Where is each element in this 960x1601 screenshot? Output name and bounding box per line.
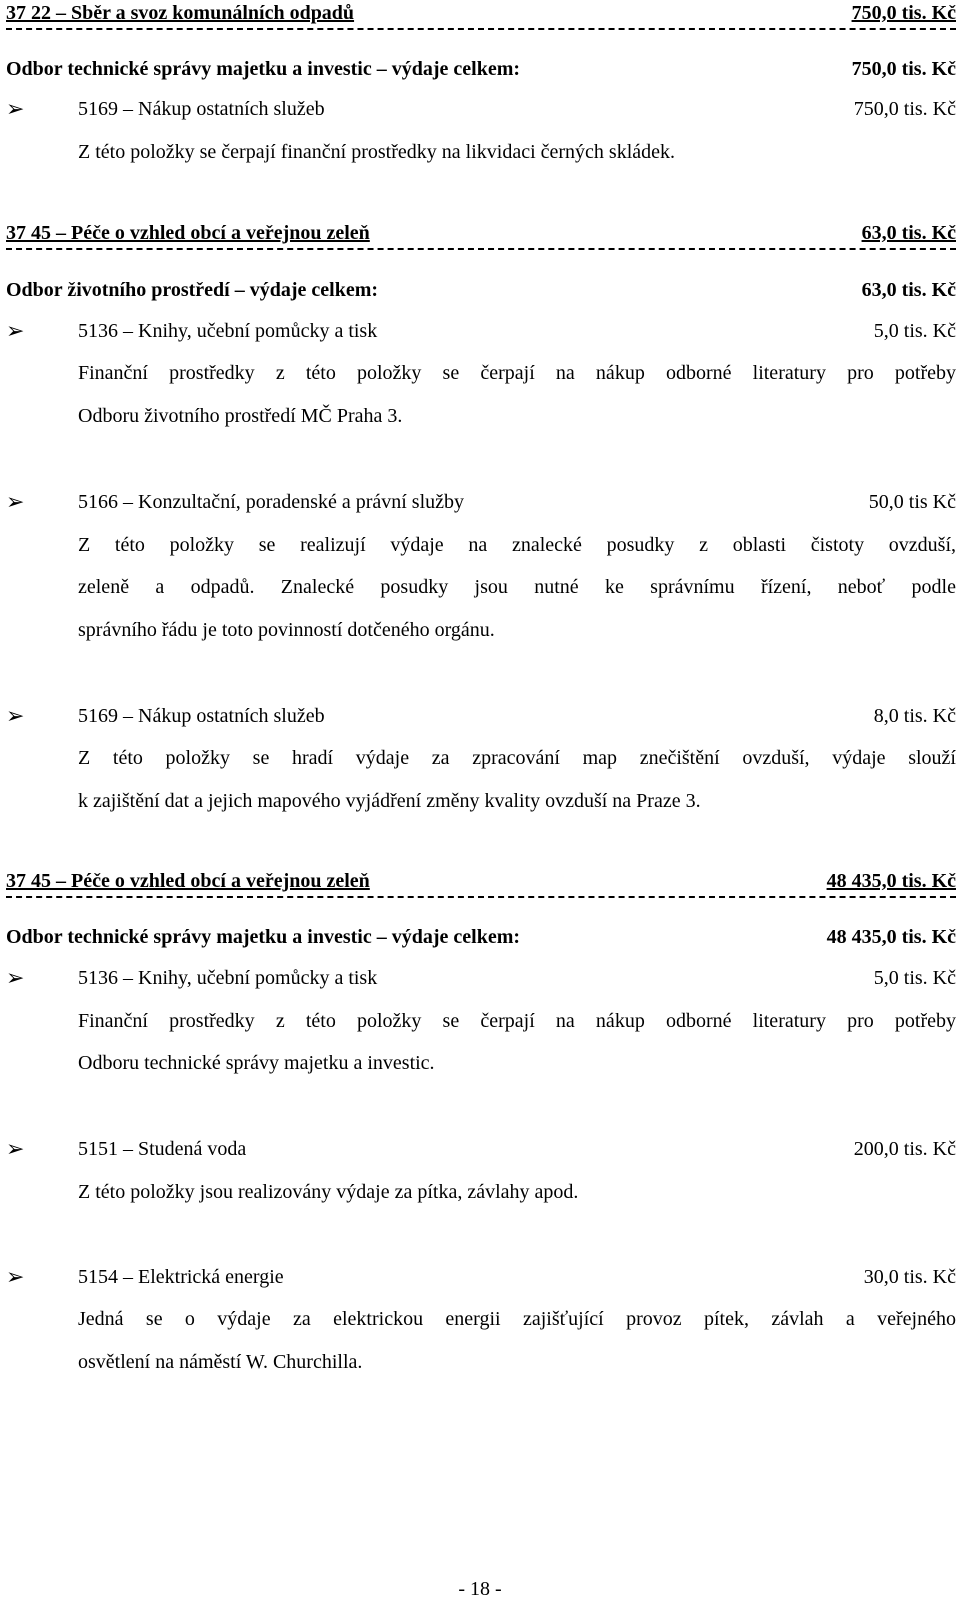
item-amount: 200,0 tis. Kč: [853, 1138, 956, 1160]
item-description: osvětlení na náměstí W. Churchilla.: [78, 1351, 363, 1373]
item-code: 5169 – Nákup ostatních služeb: [78, 705, 325, 727]
page-number: - 18 -: [458, 1578, 502, 1600]
section-heading-3745: [6, 220, 956, 250]
arrow-bullet-icon: ➢: [6, 704, 25, 729]
item-code: 5154 – Elektrická energie: [78, 1266, 284, 1288]
item-amount: 5,0 tis. Kč: [873, 967, 956, 989]
item-amount: 30,0 tis. Kč: [863, 1266, 956, 1288]
budget-item: [6, 1138, 956, 1164]
item-code: 5136 – Knihy, učební pomůcky a tisk: [78, 320, 378, 342]
dept-total: [6, 279, 956, 305]
section-heading-3722: [6, 0, 956, 30]
budget-item: [6, 320, 956, 346]
item-code: 5151 – Studená voda: [78, 1138, 247, 1160]
item-description: správního řádu je toto povinností dotčeného orgánu.: [78, 619, 495, 641]
section-title: 37 45 – Péče o vzhled obcí a veřejnou zeleň: [6, 222, 370, 244]
item-amount: 5,0 tis. Kč: [873, 320, 956, 342]
arrow-bullet-icon: ➢: [6, 97, 25, 122]
item-description: Jedná se o výdaje za elektrickou energii zajišťující provoz pítek, závlah a veřejného: [78, 1308, 956, 1330]
arrow-bullet-icon: ➢: [6, 490, 25, 515]
section-amount: 63,0 tis. Kč: [861, 222, 956, 244]
item-description: zeleně a odpadů. Znalecké posudky jsou nutné ke správnímu řízení, neboť podle: [78, 576, 956, 598]
dept-amount: 750,0 tis. Kč: [851, 58, 956, 80]
section-amount: 48 435,0 tis. Kč: [826, 870, 956, 892]
item-code: 5166 – Konzultační, poradenské a právní služby: [78, 491, 465, 513]
dept-label: Odbor technické správy majetku a investic – výdaje celkem:: [6, 58, 521, 80]
dept-amount: 63,0 tis. Kč: [861, 279, 956, 301]
arrow-bullet-icon: ➢: [6, 966, 25, 991]
item-description: Z této položky jsou realizovány výdaje za pítka, závlahy apod.: [78, 1181, 579, 1203]
dept-label: Odbor životního prostředí – výdaje celkem:: [6, 279, 379, 301]
item-description: Finanční prostředky z této položky se čerpají na nákup odborné literatury pro potřeby: [78, 1010, 956, 1032]
arrow-bullet-icon: ➢: [6, 1265, 25, 1290]
item-description: Z této položky se čerpají finanční prostředky na likvidaci černých skládek.: [78, 141, 676, 163]
dept-total: [6, 58, 956, 84]
budget-item: [6, 1266, 956, 1292]
arrow-bullet-icon: ➢: [6, 319, 25, 344]
item-code: 5169 – Nákup ostatních služeb: [78, 98, 325, 120]
item-description: Z této položky se hradí výdaje za zpracování map znečištění ovzduší, výdaje slouží: [78, 747, 956, 769]
item-code: 5136 – Knihy, učební pomůcky a tisk: [78, 967, 378, 989]
dept-label: Odbor technické správy majetku a investic – výdaje celkem:: [6, 926, 521, 948]
budget-item: [6, 967, 956, 993]
section-title: 37 22 – Sběr a svoz komunálních odpadů: [6, 2, 355, 24]
item-amount: 750,0 tis. Kč: [853, 98, 956, 120]
budget-item: [6, 491, 956, 517]
section-heading-3745: [6, 868, 956, 898]
item-description: k zajištění dat a jejich mapového vyjádření změny kvality ovzduší na Praze 3.: [78, 790, 701, 812]
item-amount: 8,0 tis. Kč: [873, 705, 956, 727]
budget-item: [6, 705, 956, 731]
arrow-bullet-icon: ➢: [6, 1137, 25, 1162]
dept-total: [6, 926, 956, 952]
item-description: Odboru technické správy majetku a investic.: [78, 1052, 435, 1074]
item-description: Z této položky se realizují výdaje na znalecké posudky z oblasti čistoty ovzduší,: [78, 534, 956, 556]
dept-amount: 48 435,0 tis. Kč: [826, 926, 956, 948]
item-description: Finanční prostředky z této položky se čerpají na nákup odborné literatury pro potřeby: [78, 362, 956, 384]
budget-item: [6, 98, 956, 124]
item-description: Odboru životního prostředí MČ Praha 3.: [78, 405, 403, 427]
section-title: 37 45 – Péče o vzhled obcí a veřejnou zeleň: [6, 870, 370, 892]
item-amount: 50,0 tis Kč: [868, 491, 956, 513]
section-amount: 750,0 tis. Kč: [851, 2, 956, 24]
